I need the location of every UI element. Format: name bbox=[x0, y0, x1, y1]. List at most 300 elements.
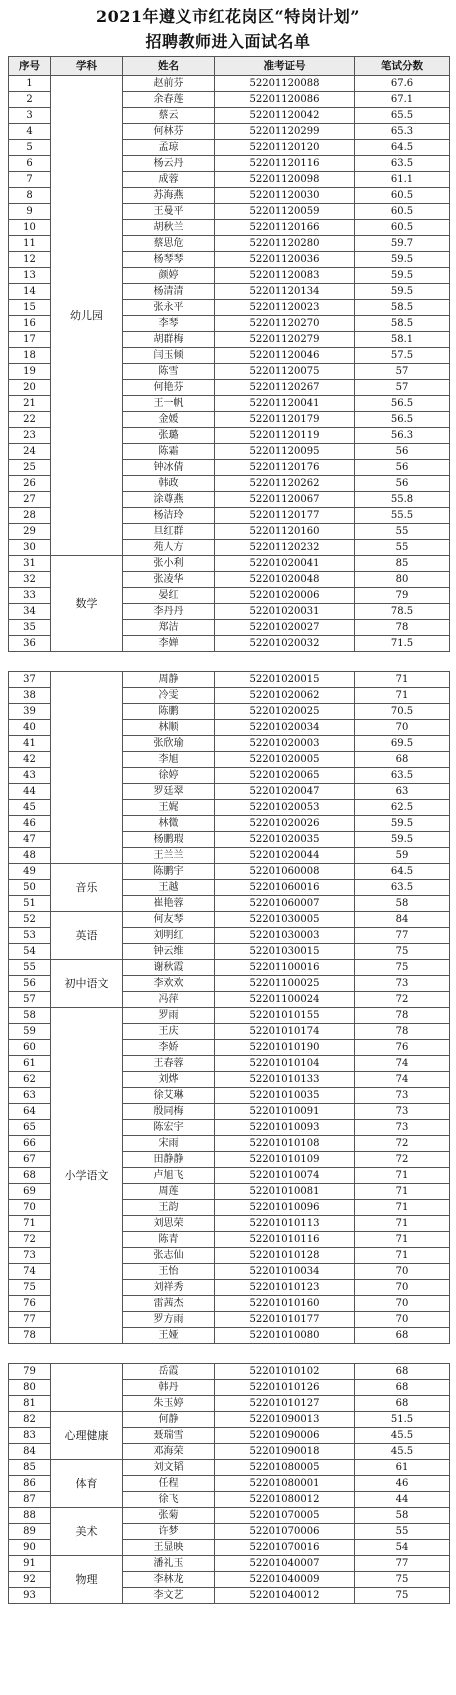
exam-number: 52201010116 bbox=[215, 1232, 355, 1248]
candidate-name: 杨洁玲 bbox=[123, 508, 215, 524]
row-index: 53 bbox=[9, 928, 51, 944]
subject-cell: 美术 bbox=[51, 1508, 123, 1556]
header-name: 姓名 bbox=[123, 57, 215, 76]
row-index: 33 bbox=[9, 588, 51, 604]
exam-number: 52201040012 bbox=[215, 1588, 355, 1604]
candidate-name: 王娅 bbox=[123, 1328, 215, 1344]
written-score: 65.3 bbox=[355, 124, 450, 140]
header-exam-number: 准考证号 bbox=[215, 57, 355, 76]
table-row bbox=[9, 1508, 450, 1524]
written-score: 84 bbox=[355, 912, 450, 928]
exam-number: 52201010035 bbox=[215, 1088, 355, 1104]
exam-number: 52201120232 bbox=[215, 540, 355, 556]
row-index: 87 bbox=[9, 1492, 51, 1508]
exam-number: 52201120083 bbox=[215, 268, 355, 284]
written-score: 55 bbox=[355, 1524, 450, 1540]
row-index: 79 bbox=[9, 1364, 51, 1380]
candidate-name: 田静静 bbox=[123, 1152, 215, 1168]
row-index: 46 bbox=[9, 816, 51, 832]
candidate-name: 赵前芬 bbox=[123, 76, 215, 92]
written-score: 56.5 bbox=[355, 396, 450, 412]
written-score: 59.5 bbox=[355, 252, 450, 268]
written-score: 73 bbox=[355, 1088, 450, 1104]
table-row bbox=[9, 1556, 450, 1572]
interview-list-table bbox=[8, 56, 450, 1604]
candidate-name: 陈宏宇 bbox=[123, 1120, 215, 1136]
table-row bbox=[9, 672, 450, 688]
exam-number: 52201100016 bbox=[215, 960, 355, 976]
candidate-name: 张志仙 bbox=[123, 1248, 215, 1264]
row-index: 3 bbox=[9, 108, 51, 124]
candidate-name: 宋雨 bbox=[123, 1136, 215, 1152]
candidate-name: 聂瑞雪 bbox=[123, 1428, 215, 1444]
candidate-name: 余春莲 bbox=[123, 92, 215, 108]
exam-number: 52201120041 bbox=[215, 396, 355, 412]
exam-number: 52201020015 bbox=[215, 672, 355, 688]
row-index: 1 bbox=[9, 76, 51, 92]
row-index: 56 bbox=[9, 976, 51, 992]
exam-number: 52201020041 bbox=[215, 556, 355, 572]
row-index: 28 bbox=[9, 508, 51, 524]
candidate-name: 钟云维 bbox=[123, 944, 215, 960]
row-index: 38 bbox=[9, 688, 51, 704]
written-score: 70 bbox=[355, 1264, 450, 1280]
header-score: 笔试分数 bbox=[355, 57, 450, 76]
row-index: 59 bbox=[9, 1024, 51, 1040]
written-score: 56 bbox=[355, 460, 450, 476]
candidate-name: 杨琴琴 bbox=[123, 252, 215, 268]
written-score: 71 bbox=[355, 688, 450, 704]
written-score: 71 bbox=[355, 1248, 450, 1264]
row-index: 58 bbox=[9, 1008, 51, 1024]
row-index: 72 bbox=[9, 1232, 51, 1248]
candidate-name: 王娓 bbox=[123, 800, 215, 816]
exam-number: 52201020006 bbox=[215, 588, 355, 604]
table-row bbox=[9, 864, 450, 880]
row-index: 10 bbox=[9, 220, 51, 236]
written-score: 60.5 bbox=[355, 188, 450, 204]
exam-number: 52201090006 bbox=[215, 1428, 355, 1444]
written-score: 55 bbox=[355, 540, 450, 556]
exam-number: 52201070005 bbox=[215, 1508, 355, 1524]
exam-number: 52201120270 bbox=[215, 316, 355, 332]
candidate-name: 谢秋霞 bbox=[123, 960, 215, 976]
row-index: 70 bbox=[9, 1200, 51, 1216]
candidate-name: 李琴 bbox=[123, 316, 215, 332]
candidate-name: 王曼平 bbox=[123, 204, 215, 220]
written-score: 46 bbox=[355, 1476, 450, 1492]
row-index: 83 bbox=[9, 1428, 51, 1444]
candidate-name: 冷雯 bbox=[123, 688, 215, 704]
exam-number: 52201020026 bbox=[215, 816, 355, 832]
written-score: 45.5 bbox=[355, 1444, 450, 1460]
written-score: 71 bbox=[355, 1200, 450, 1216]
candidate-name: 崔艳蓉 bbox=[123, 896, 215, 912]
written-score: 44 bbox=[355, 1492, 450, 1508]
exam-number: 52201080005 bbox=[215, 1460, 355, 1476]
header-subject: 学科 bbox=[51, 57, 123, 76]
candidate-name: 陈鹏宇 bbox=[123, 864, 215, 880]
row-index: 19 bbox=[9, 364, 51, 380]
exam-number: 52201020047 bbox=[215, 784, 355, 800]
row-index: 84 bbox=[9, 1444, 51, 1460]
exam-number: 52201120179 bbox=[215, 412, 355, 428]
subject-cell bbox=[51, 672, 123, 864]
row-index: 93 bbox=[9, 1588, 51, 1604]
exam-number: 52201120030 bbox=[215, 188, 355, 204]
exam-number: 52201020062 bbox=[215, 688, 355, 704]
candidate-name: 王春蓉 bbox=[123, 1056, 215, 1072]
written-score: 59.5 bbox=[355, 816, 450, 832]
exam-number: 52201020035 bbox=[215, 832, 355, 848]
candidate-name: 张璐 bbox=[123, 428, 215, 444]
written-score: 78.5 bbox=[355, 604, 450, 620]
exam-number: 52201010126 bbox=[215, 1380, 355, 1396]
candidate-name: 何林芬 bbox=[123, 124, 215, 140]
row-index: 15 bbox=[9, 300, 51, 316]
written-score: 63.5 bbox=[355, 768, 450, 784]
exam-number: 52201010190 bbox=[215, 1040, 355, 1056]
written-score: 68 bbox=[355, 1380, 450, 1396]
exam-number: 52201060007 bbox=[215, 896, 355, 912]
table-row bbox=[9, 1412, 450, 1428]
subject-cell: 数学 bbox=[51, 556, 123, 652]
exam-number: 52201020034 bbox=[215, 720, 355, 736]
exam-number: 52201010160 bbox=[215, 1296, 355, 1312]
row-index: 76 bbox=[9, 1296, 51, 1312]
exam-number: 52201120116 bbox=[215, 156, 355, 172]
candidate-name: 杨云丹 bbox=[123, 156, 215, 172]
row-index: 48 bbox=[9, 848, 51, 864]
written-score: 57 bbox=[355, 364, 450, 380]
candidate-name: 周静 bbox=[123, 672, 215, 688]
candidate-name: 成蓉 bbox=[123, 172, 215, 188]
exam-number: 52201020032 bbox=[215, 636, 355, 652]
exam-number: 52201010113 bbox=[215, 1216, 355, 1232]
exam-number: 52201120119 bbox=[215, 428, 355, 444]
candidate-name: 胡群梅 bbox=[123, 332, 215, 348]
subject-cell: 小学语文 bbox=[51, 1008, 123, 1344]
candidate-name: 刘文韬 bbox=[123, 1460, 215, 1476]
written-score: 79 bbox=[355, 588, 450, 604]
candidate-name: 蔡云 bbox=[123, 108, 215, 124]
exam-number: 52201120088 bbox=[215, 76, 355, 92]
row-index: 68 bbox=[9, 1168, 51, 1184]
exam-number: 52201020025 bbox=[215, 704, 355, 720]
row-index: 20 bbox=[9, 380, 51, 396]
table-header-row bbox=[9, 57, 450, 76]
written-score: 76 bbox=[355, 1040, 450, 1056]
candidate-name: 王显映 bbox=[123, 1540, 215, 1556]
exam-number: 52201010177 bbox=[215, 1312, 355, 1328]
written-score: 72 bbox=[355, 1136, 450, 1152]
candidate-name: 刘祥秀 bbox=[123, 1280, 215, 1296]
written-score: 68 bbox=[355, 1396, 450, 1412]
subject-cell: 音乐 bbox=[51, 864, 123, 912]
exam-number: 52201120280 bbox=[215, 236, 355, 252]
candidate-name: 刘思荣 bbox=[123, 1216, 215, 1232]
exam-number: 52201120160 bbox=[215, 524, 355, 540]
candidate-name: 何静 bbox=[123, 1412, 215, 1428]
written-score: 70 bbox=[355, 1280, 450, 1296]
written-score: 75 bbox=[355, 1588, 450, 1604]
exam-number: 52201010093 bbox=[215, 1120, 355, 1136]
exam-number: 52201120120 bbox=[215, 140, 355, 156]
exam-number: 52201010133 bbox=[215, 1072, 355, 1088]
exam-number: 52201120067 bbox=[215, 492, 355, 508]
written-score: 71 bbox=[355, 1168, 450, 1184]
candidate-name: 李文艺 bbox=[123, 1588, 215, 1604]
page-title-line-1: 2021年遵义市红花岗区“特岗计划” bbox=[96, 7, 360, 26]
candidate-name: 钟冰倩 bbox=[123, 460, 215, 476]
page-break-gap bbox=[9, 652, 450, 672]
candidate-name: 李婵 bbox=[123, 636, 215, 652]
written-score: 59.5 bbox=[355, 832, 450, 848]
exam-number: 52201010127 bbox=[215, 1396, 355, 1412]
candidate-name: 闫玉倾 bbox=[123, 348, 215, 364]
written-score: 70 bbox=[355, 1312, 450, 1328]
written-score: 59.5 bbox=[355, 268, 450, 284]
written-score: 58 bbox=[355, 896, 450, 912]
candidate-name: 林顺 bbox=[123, 720, 215, 736]
subject-cell: 体育 bbox=[51, 1460, 123, 1508]
exam-number: 52201010128 bbox=[215, 1248, 355, 1264]
exam-number: 52201060016 bbox=[215, 880, 355, 896]
candidate-name: 韩政 bbox=[123, 476, 215, 492]
candidate-name: 林微 bbox=[123, 816, 215, 832]
row-index: 4 bbox=[9, 124, 51, 140]
row-index: 75 bbox=[9, 1280, 51, 1296]
row-index: 67 bbox=[9, 1152, 51, 1168]
written-score: 75 bbox=[355, 960, 450, 976]
candidate-name: 张永平 bbox=[123, 300, 215, 316]
row-index: 17 bbox=[9, 332, 51, 348]
candidate-name: 张凌华 bbox=[123, 572, 215, 588]
row-index: 11 bbox=[9, 236, 51, 252]
candidate-name: 周莲 bbox=[123, 1184, 215, 1200]
written-score: 55 bbox=[355, 524, 450, 540]
candidate-name: 金媛 bbox=[123, 412, 215, 428]
candidate-name: 胡秋兰 bbox=[123, 220, 215, 236]
exam-number: 52201020044 bbox=[215, 848, 355, 864]
row-index: 85 bbox=[9, 1460, 51, 1476]
written-score: 57.5 bbox=[355, 348, 450, 364]
candidate-name: 王越 bbox=[123, 880, 215, 896]
candidate-name: 苑人方 bbox=[123, 540, 215, 556]
written-score: 64.5 bbox=[355, 864, 450, 880]
row-index: 91 bbox=[9, 1556, 51, 1572]
written-score: 58.5 bbox=[355, 300, 450, 316]
candidate-name: 卢旭飞 bbox=[123, 1168, 215, 1184]
written-score: 74 bbox=[355, 1056, 450, 1072]
row-index: 23 bbox=[9, 428, 51, 444]
written-score: 71 bbox=[355, 1232, 450, 1248]
candidate-name: 李娇 bbox=[123, 1040, 215, 1056]
row-index: 40 bbox=[9, 720, 51, 736]
row-index: 82 bbox=[9, 1412, 51, 1428]
row-index: 21 bbox=[9, 396, 51, 412]
candidate-name: 韩丹 bbox=[123, 1380, 215, 1396]
written-score: 73 bbox=[355, 1120, 450, 1136]
written-score: 58.1 bbox=[355, 332, 450, 348]
candidate-name: 蔡思危 bbox=[123, 236, 215, 252]
exam-number: 52201020053 bbox=[215, 800, 355, 816]
candidate-name: 罗雨 bbox=[123, 1008, 215, 1024]
exam-number: 52201020031 bbox=[215, 604, 355, 620]
exam-number: 52201060008 bbox=[215, 864, 355, 880]
candidate-name: 何艳芬 bbox=[123, 380, 215, 396]
row-index: 14 bbox=[9, 284, 51, 300]
written-score: 58.5 bbox=[355, 316, 450, 332]
candidate-name: 杨鹏瑕 bbox=[123, 832, 215, 848]
exam-number: 52201010091 bbox=[215, 1104, 355, 1120]
row-index: 41 bbox=[9, 736, 51, 752]
written-score: 72 bbox=[355, 992, 450, 1008]
candidate-name: 岳霞 bbox=[123, 1364, 215, 1380]
row-index: 8 bbox=[9, 188, 51, 204]
row-index: 71 bbox=[9, 1216, 51, 1232]
subject-cell: 英语 bbox=[51, 912, 123, 960]
exam-number: 52201100025 bbox=[215, 976, 355, 992]
written-score: 73 bbox=[355, 1104, 450, 1120]
exam-number: 52201120075 bbox=[215, 364, 355, 380]
written-score: 57 bbox=[355, 380, 450, 396]
exam-number: 52201030015 bbox=[215, 944, 355, 960]
page-break-gap bbox=[9, 1344, 450, 1364]
exam-number: 52201120299 bbox=[215, 124, 355, 140]
candidate-name: 王兰兰 bbox=[123, 848, 215, 864]
written-score: 71 bbox=[355, 672, 450, 688]
exam-number: 52201120177 bbox=[215, 508, 355, 524]
row-index: 92 bbox=[9, 1572, 51, 1588]
row-index: 6 bbox=[9, 156, 51, 172]
written-score: 56 bbox=[355, 476, 450, 492]
written-score: 78 bbox=[355, 620, 450, 636]
written-score: 70 bbox=[355, 1296, 450, 1312]
header-index: 序号 bbox=[9, 57, 51, 76]
written-score: 68 bbox=[355, 752, 450, 768]
row-index: 63 bbox=[9, 1088, 51, 1104]
table-row bbox=[9, 912, 450, 928]
row-index: 88 bbox=[9, 1508, 51, 1524]
row-index: 16 bbox=[9, 316, 51, 332]
row-index: 45 bbox=[9, 800, 51, 816]
row-index: 37 bbox=[9, 672, 51, 688]
written-score: 71 bbox=[355, 1184, 450, 1200]
exam-number: 52201120059 bbox=[215, 204, 355, 220]
written-score: 75 bbox=[355, 944, 450, 960]
written-score: 45.5 bbox=[355, 1428, 450, 1444]
written-score: 77 bbox=[355, 1556, 450, 1572]
row-index: 30 bbox=[9, 540, 51, 556]
candidate-name: 张小利 bbox=[123, 556, 215, 572]
exam-number: 52201040009 bbox=[215, 1572, 355, 1588]
exam-number: 52201120262 bbox=[215, 476, 355, 492]
candidate-name: 任程 bbox=[123, 1476, 215, 1492]
table-body bbox=[9, 76, 450, 1604]
exam-number: 52201090018 bbox=[215, 1444, 355, 1460]
candidate-name: 邓海荣 bbox=[123, 1444, 215, 1460]
written-score: 56.3 bbox=[355, 428, 450, 444]
row-index: 60 bbox=[9, 1040, 51, 1056]
candidate-name: 王怡 bbox=[123, 1264, 215, 1280]
written-score: 63.5 bbox=[355, 156, 450, 172]
row-index: 73 bbox=[9, 1248, 51, 1264]
row-index: 22 bbox=[9, 412, 51, 428]
written-score: 80 bbox=[355, 572, 450, 588]
candidate-name: 雷茜杰 bbox=[123, 1296, 215, 1312]
exam-number: 52201010074 bbox=[215, 1168, 355, 1184]
subject-cell: 幼儿园 bbox=[51, 76, 123, 556]
row-index: 89 bbox=[9, 1524, 51, 1540]
exam-number: 52201020027 bbox=[215, 620, 355, 636]
written-score: 59.5 bbox=[355, 284, 450, 300]
row-index: 9 bbox=[9, 204, 51, 220]
row-index: 24 bbox=[9, 444, 51, 460]
row-index: 80 bbox=[9, 1380, 51, 1396]
row-index: 69 bbox=[9, 1184, 51, 1200]
candidate-name: 徐飞 bbox=[123, 1492, 215, 1508]
candidate-name: 涂尊燕 bbox=[123, 492, 215, 508]
written-score: 77 bbox=[355, 928, 450, 944]
exam-number: 52201070016 bbox=[215, 1540, 355, 1556]
row-index: 43 bbox=[9, 768, 51, 784]
row-index: 39 bbox=[9, 704, 51, 720]
written-score: 59.7 bbox=[355, 236, 450, 252]
written-score: 60.5 bbox=[355, 204, 450, 220]
candidate-name: 何友琴 bbox=[123, 912, 215, 928]
row-index: 13 bbox=[9, 268, 51, 284]
candidate-name: 陈霜 bbox=[123, 444, 215, 460]
table-row bbox=[9, 1460, 450, 1476]
title-block bbox=[0, 0, 456, 56]
page-title-line-2: 招聘教师进入面试名单 bbox=[145, 32, 311, 51]
exam-number: 52201120036 bbox=[215, 252, 355, 268]
candidate-name: 孟琼 bbox=[123, 140, 215, 156]
row-index: 52 bbox=[9, 912, 51, 928]
candidate-name: 李丹丹 bbox=[123, 604, 215, 620]
exam-number: 52201010109 bbox=[215, 1152, 355, 1168]
candidate-name: 颜婷 bbox=[123, 268, 215, 284]
written-score: 64.5 bbox=[355, 140, 450, 156]
row-index: 77 bbox=[9, 1312, 51, 1328]
written-score: 62.5 bbox=[355, 800, 450, 816]
exam-number: 52201070006 bbox=[215, 1524, 355, 1540]
candidate-name: 张欣瑜 bbox=[123, 736, 215, 752]
written-score: 75 bbox=[355, 1572, 450, 1588]
exam-number: 52201010155 bbox=[215, 1008, 355, 1024]
candidate-name: 徐婷 bbox=[123, 768, 215, 784]
row-index: 66 bbox=[9, 1136, 51, 1152]
row-index: 47 bbox=[9, 832, 51, 848]
row-index: 64 bbox=[9, 1104, 51, 1120]
written-score: 60.5 bbox=[355, 220, 450, 236]
candidate-name: 刘明红 bbox=[123, 928, 215, 944]
written-score: 63.5 bbox=[355, 880, 450, 896]
exam-number: 52201120042 bbox=[215, 108, 355, 124]
written-score: 78 bbox=[355, 1024, 450, 1040]
written-score: 56.5 bbox=[355, 412, 450, 428]
candidate-name: 李旭 bbox=[123, 752, 215, 768]
candidate-name: 罗方雨 bbox=[123, 1312, 215, 1328]
table-row bbox=[9, 556, 450, 572]
exam-number: 52201010081 bbox=[215, 1184, 355, 1200]
row-index: 5 bbox=[9, 140, 51, 156]
written-score: 67.6 bbox=[355, 76, 450, 92]
row-index: 27 bbox=[9, 492, 51, 508]
candidate-name: 王庆 bbox=[123, 1024, 215, 1040]
exam-number: 52201080001 bbox=[215, 1476, 355, 1492]
